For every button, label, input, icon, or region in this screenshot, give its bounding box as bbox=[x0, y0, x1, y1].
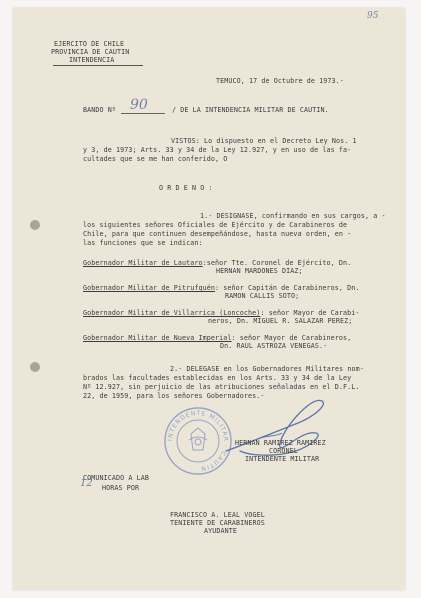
letterhead-line-1: EJERCITO DE CHILE bbox=[54, 40, 125, 48]
bando-prefix: BANDO Nº bbox=[83, 106, 117, 114]
bando-suffix: / DE LA INTENDENCIA MILITAR DE CAUTIN. bbox=[172, 106, 329, 114]
letterhead-line-3: INTENDENCIA bbox=[69, 56, 115, 64]
document-page bbox=[13, 8, 405, 590]
governor-3-title-text: Gobernador Militar de Villarrica (Loncoche) bbox=[83, 309, 261, 317]
item2-line-4: 22, de 1959, para los señores Gobernadores.- bbox=[83, 392, 265, 400]
item2-line-3: Nº 12.927, sin perjuicio de las atribuciones señaladas en el D.F.L. bbox=[83, 383, 360, 391]
seal-emblem-icon bbox=[189, 428, 207, 450]
governor-2-title-text: Gobernador Militar de Pitrufquén bbox=[83, 284, 216, 292]
communicated-line-1: COMUNICADO A LAB bbox=[83, 474, 150, 482]
letterhead-line-2: PROVINCIA DE CAUTIN bbox=[51, 48, 130, 56]
signatory-rank: CORONEL bbox=[269, 447, 298, 455]
place-date: TEMUCO, 17 de Octubre de 1973.- bbox=[216, 77, 344, 85]
seal-text: INTENDENTE MILITAR · CAUTIN bbox=[166, 409, 230, 472]
letterhead-underline bbox=[53, 65, 143, 66]
communicated-line-2: HORAS POR bbox=[102, 484, 140, 492]
binder-hole-top bbox=[30, 220, 40, 230]
governor-3-line-2: neros, Dn. MIGUEL R. SALAZAR PEREZ; bbox=[208, 317, 353, 325]
bando-number: 90 bbox=[130, 97, 148, 113]
governor-1-line-1: :señor Tte. Coronel de Ejército, Dn. bbox=[202, 259, 352, 267]
aide-rank: TENIENTE DE CARABINEROS bbox=[170, 519, 265, 527]
aide-name: FRANCISCO A. LEAL VOGEL bbox=[170, 511, 265, 519]
vistos-line-2: y 3, de 1973; Arts. 33 y 34 de la Ley 12.927, y en uso de las fa- bbox=[83, 146, 352, 154]
governor-2-line-2: RAMON CALLIS SOTO; bbox=[225, 292, 300, 300]
governor-4-line-2: Dn. RAUL ASTROZA VENEGAS.- bbox=[220, 342, 328, 350]
governor-3-title bbox=[83, 309, 359, 317]
governor-1-title bbox=[83, 259, 351, 267]
vistos-line-3: cultades que se me han conferido, O bbox=[83, 155, 228, 163]
governor-1-title-text: Gobernador Militar de Lautaro bbox=[83, 259, 203, 267]
vistos-line-1: VISTOS: Lo dispuesto en el Decreto Ley Nos. 1 bbox=[171, 137, 357, 145]
governor-3-line-1: : señor Mayor de Carabi- bbox=[260, 309, 360, 317]
item1-line-2: los siguientes señores Oficiales de Ejército y de Carabineros de bbox=[83, 221, 348, 229]
governor-1-line-2: HERNAN MARDONES DIAZ; bbox=[216, 267, 303, 275]
signatory-name: HERNAN RAMIREZ RAMIREZ bbox=[235, 439, 326, 447]
governor-2-title bbox=[83, 284, 359, 292]
item1-line-3: Chile, para que continuen desempeñándose, hasta nueva orden, en - bbox=[83, 230, 352, 238]
binder-hole-bottom bbox=[30, 362, 40, 372]
item1-line-1: 1.- DESIGNASE, confirmando en sus cargos, a - bbox=[200, 212, 386, 220]
aide-role: AYUDANTE bbox=[204, 527, 238, 535]
item2-line-1: 2.- DELEGASE en los Gobernadores Militares nom- bbox=[170, 365, 364, 373]
communicated-handwritten-hour: 12 bbox=[80, 478, 93, 489]
governor-4-title bbox=[83, 334, 351, 342]
item1-line-4: las funciones que se indican: bbox=[83, 239, 203, 247]
governor-4-line-1: : señor Mayor de Carabineros, bbox=[231, 334, 352, 342]
governor-4-title-text: Gobernador Militar de Nueva Imperial bbox=[83, 334, 232, 342]
bando-number-line bbox=[121, 113, 165, 114]
folio-number: 95 bbox=[367, 11, 379, 21]
item2-line-2: brados las facultades establecidas en los Arts. 33 y 34 de la Ley bbox=[83, 374, 352, 382]
governor-2-line-1: : señor Capitán de Carabineros, Dn. bbox=[215, 284, 360, 292]
ordeno-heading: O R D E N O : bbox=[159, 184, 213, 192]
signatory-role: INTENDENTE MILITAR bbox=[245, 455, 320, 463]
